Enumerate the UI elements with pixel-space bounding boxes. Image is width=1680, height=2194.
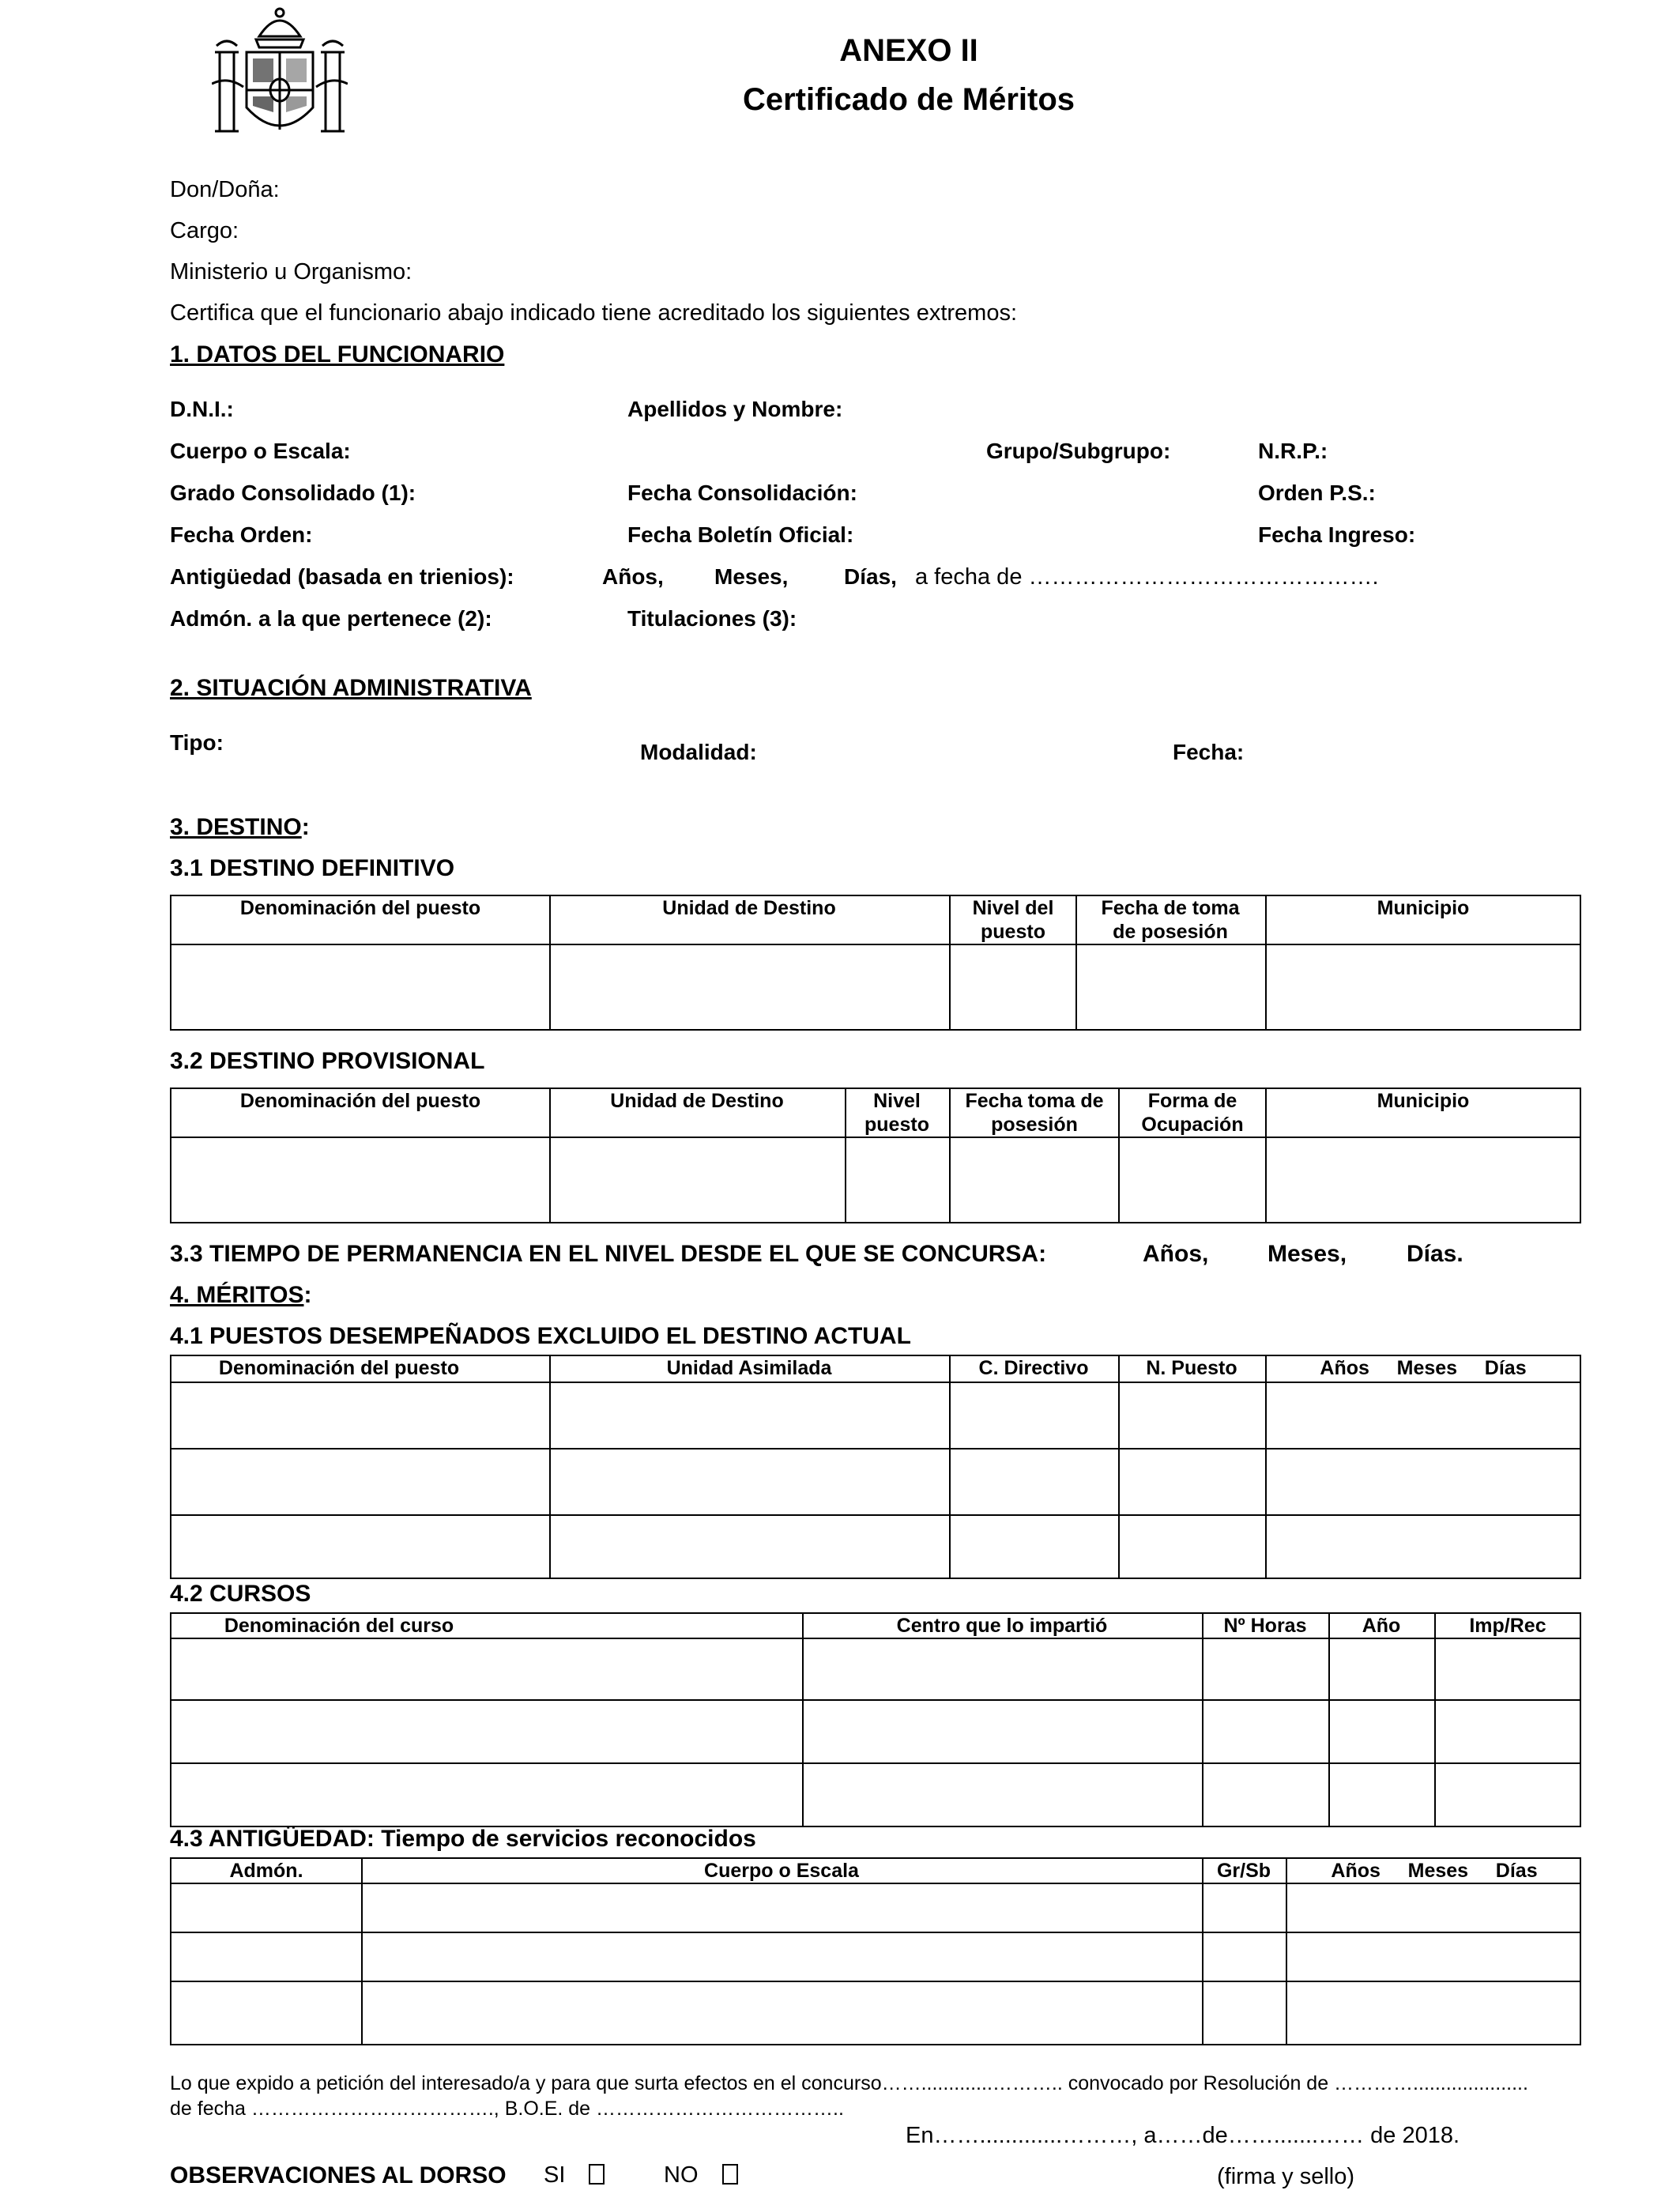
- fecha-boletin-label: Fecha Boletín Oficial:: [627, 522, 854, 547]
- table-header: Unidad Asimilada: [666, 1357, 832, 1379]
- table-header: Imp/Rec: [1469, 1615, 1546, 1637]
- table-header: N. Puesto: [1146, 1357, 1237, 1379]
- section-4-1-title: 4.1 PUESTOS DESEMPEÑADOS EXCLUIDO EL DESTINO ACTUAL: [170, 1323, 911, 1349]
- cargo-label: Cargo:: [170, 218, 239, 243]
- document-title: Certificado de Méritos: [742, 82, 1075, 117]
- cuerpo-label: Cuerpo o Escala:: [170, 439, 351, 463]
- titulaciones-label: Titulaciones (3):: [627, 606, 797, 631]
- destino-provisional-table: [170, 1088, 1581, 1223]
- destino-definitivo-table: [170, 895, 1581, 1031]
- si-checkbox[interactable]: [589, 2164, 605, 2185]
- section-3-2-title: 3.2 DESTINO PROVISIONAL: [170, 1048, 485, 1074]
- table-header: Nivel del puesto: [972, 897, 1054, 943]
- apellidos-label: Apellidos y Nombre:: [627, 397, 843, 421]
- observaciones-label: OBSERVACIONES AL DORSO: [170, 2162, 507, 2188]
- antiguedad-dias-label: Días,: [844, 564, 897, 589]
- table-header: Fecha toma de posesión: [965, 1090, 1104, 1136]
- antiguedad-meses-label: Meses,: [714, 564, 789, 589]
- footer-line-2: de fecha ………………………………., B.O.E. de ………………………………..: [170, 2098, 844, 2120]
- section-3-title: [170, 814, 310, 841]
- section-4-title-text: 4. MÉRITOS: [170, 1282, 304, 1308]
- certifica-text: Certifica que el funcionario abajo indicado tiene acreditado los siguientes extremos:: [170, 300, 1018, 326]
- table-header: Forma de Ocupación: [1141, 1090, 1244, 1136]
- table-header: Unidad de Destino: [662, 897, 836, 919]
- section-3-colon: :: [301, 814, 310, 840]
- section-1-title: 1. DATOS DEL FUNCIONARIO: [170, 341, 505, 368]
- table-header: Cuerpo o Escala: [704, 1860, 859, 1882]
- footer-line-1: Lo que expido a petición del interesado/a y para que surta efectos en el concurso…….............……….. convocado por Resolución de ………….....................: [170, 2072, 1528, 2094]
- table-header: Municipio: [1377, 897, 1470, 919]
- cursos-table: [170, 1612, 1581, 1827]
- tipo-label: Tipo:: [170, 730, 224, 755]
- table-header: Admón.: [229, 1860, 303, 1882]
- coat-of-arms-emblem: [212, 5, 348, 144]
- ministerio-label: Ministerio u Organismo:: [170, 259, 412, 285]
- table-header: Denominación del puesto: [239, 897, 481, 919]
- table-header: Años Meses Días: [1320, 1357, 1527, 1379]
- section-2-title: 2. SITUACIÓN ADMINISTRATIVA: [170, 675, 532, 701]
- table-header: Gr/Sb: [1216, 1860, 1271, 1882]
- fecha-ingreso-label: Fecha Ingreso:: [1258, 522, 1416, 547]
- section-3-title-text: 3. DESTINO: [170, 814, 302, 840]
- grupo-label: Grupo/Subgrupo:: [986, 439, 1171, 463]
- table-header: Año: [1362, 1615, 1401, 1637]
- no-label: NO: [664, 2162, 699, 2188]
- nrp-label: N.R.P.:: [1258, 439, 1328, 463]
- si-label: SI: [544, 2162, 566, 2188]
- table-header: Centro que lo impartió: [896, 1615, 1108, 1637]
- orden-ps-label: Orden P.S.:: [1258, 481, 1376, 505]
- table-header: Municipio: [1377, 1090, 1470, 1112]
- table-header: Unidad de Destino: [610, 1090, 784, 1112]
- observaciones-no: [664, 2162, 738, 2188]
- firma-y-sello: (firma y sello): [1217, 2164, 1355, 2189]
- modalidad-label: Modalidad:: [640, 740, 757, 764]
- place-date-line: En…….............………, a……de…….......…… de 2018.: [906, 2123, 1460, 2148]
- permanencia-meses: Meses,: [1268, 1241, 1347, 1267]
- fecha-consolidacion-label: Fecha Consolidación:: [627, 481, 857, 505]
- don-dona-label: Don/Doña:: [170, 177, 280, 202]
- section-4-3-title: 4.3 ANTIGÜEDAD: Tiempo de servicios reconocidos: [170, 1826, 756, 1852]
- no-checkbox[interactable]: [722, 2164, 738, 2185]
- table-header: Nº Horas: [1223, 1615, 1307, 1637]
- permanencia-dias: Días.: [1407, 1241, 1463, 1267]
- table-header: Fecha de toma de posesión: [1101, 897, 1240, 943]
- fecha-orden-label: Fecha Orden:: [170, 522, 313, 547]
- antiguedad-label: Antigüedad (basada en trienios):: [170, 564, 514, 589]
- table-header: C. Directivo: [978, 1357, 1089, 1379]
- section-4-colon: :: [303, 1282, 312, 1308]
- table-header: Denominación del curso: [224, 1615, 454, 1637]
- table-header: Años Meses Días: [1331, 1860, 1538, 1882]
- puestos-desempenados-table: [170, 1355, 1581, 1579]
- antiguedad-anos-label: Años,: [602, 564, 664, 589]
- section-3-1-title: 3.1 DESTINO DEFINITIVO: [170, 855, 455, 881]
- section-4-2-title: 4.2 CURSOS: [170, 1581, 311, 1607]
- observaciones-si: [544, 2162, 605, 2188]
- table-header: Denominación del puesto: [218, 1357, 460, 1379]
- table-header: Denominación del puesto: [239, 1090, 481, 1112]
- permanencia-anos: Años,: [1143, 1241, 1209, 1267]
- annex-title: ANEXO II: [839, 33, 978, 68]
- admon-label: Admón. a la que pertenece (2):: [170, 606, 492, 631]
- grado-label: Grado Consolidado (1):: [170, 481, 416, 505]
- section-3-3-title: 3.3 TIEMPO DE PERMANENCIA EN EL NIVEL DESDE EL QUE SE CONCURSA:: [170, 1241, 1047, 1267]
- antiguedad-a-fecha: a fecha de ……………………………………….: [915, 564, 1379, 590]
- section-4-title: [170, 1282, 311, 1309]
- table-header: Nivel puesto: [864, 1090, 929, 1136]
- dni-label: D.N.I.:: [170, 397, 234, 421]
- fecha-situacion-label: Fecha:: [1173, 740, 1245, 764]
- antiguedad-table: [170, 1857, 1581, 2045]
